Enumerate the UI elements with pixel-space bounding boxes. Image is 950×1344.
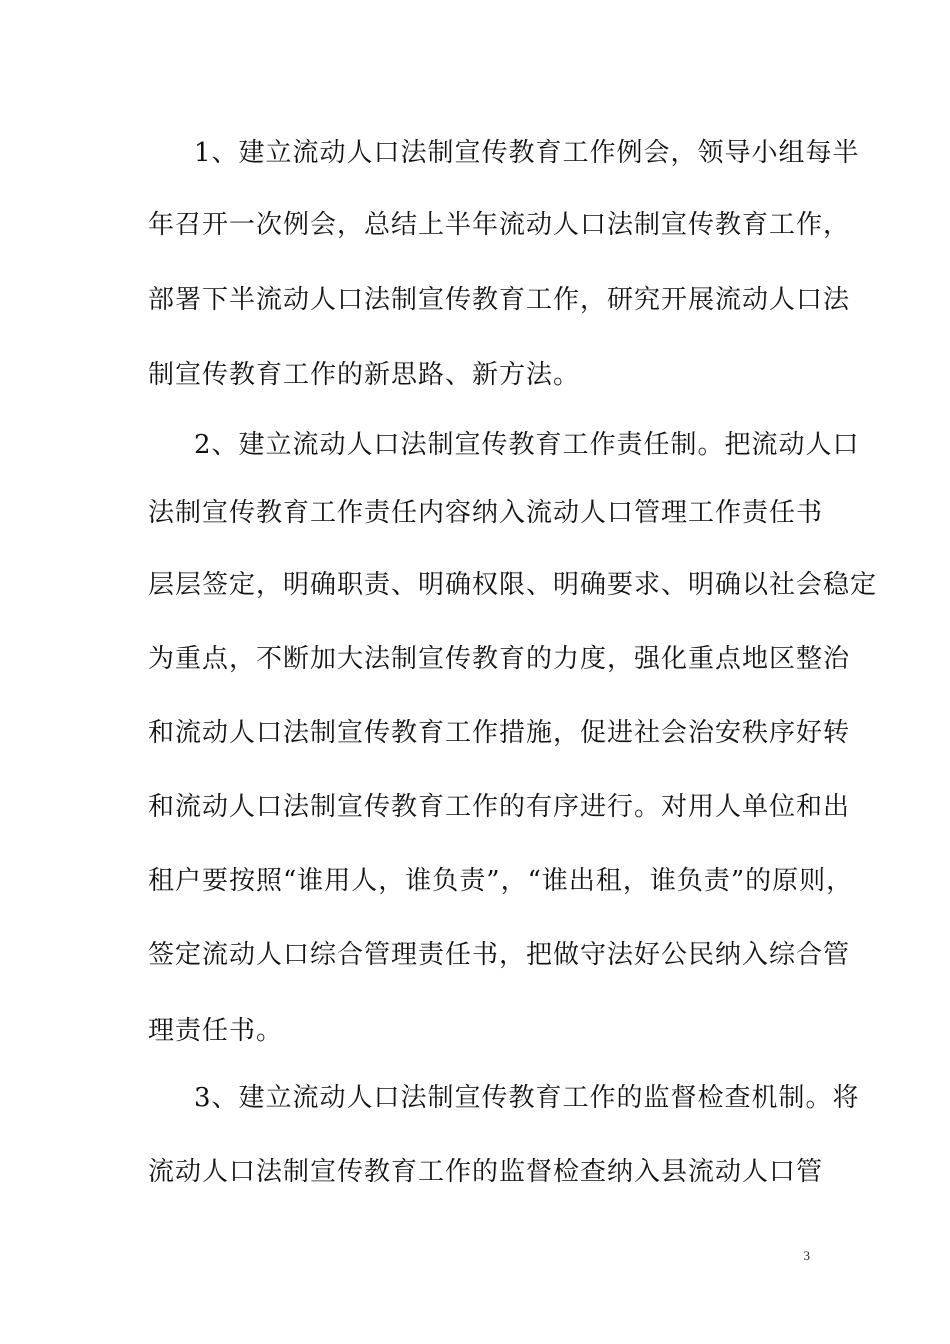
paragraph-1-line-2: 年召开一次例会，总结上半年流动人口法制宣传教育工作， — [148, 210, 851, 240]
paragraph-2-line-9: 理责任书。 — [148, 1016, 284, 1046]
paragraph-1-line-1: 1、建立流动人口法制宣传教育工作例会，领导小组每半 — [194, 138, 860, 168]
paragraph-2-line-5: 和流动人口法制宣传教育工作措施，促进社会治安秩序好转 — [148, 718, 851, 748]
paragraph-2-line-2: 法制宣传教育工作责任内容纳入流动人口管理工作责任书 — [148, 498, 824, 528]
paragraph-1-line-3: 部署下半流动人口法制宣传教育工作，研究开展流动人口法 — [148, 285, 851, 315]
paragraph-1-line-4: 制宣传教育工作的新思路、新方法。 — [148, 360, 581, 390]
paragraph-2-line-4: 为重点，不断加大法制宣传教育的力度，强化重点地区整治 — [148, 644, 851, 674]
page-number: 3 — [803, 1248, 810, 1263]
paragraph-2-line-6: 和流动人口法制宣传教育工作的有序进行。对用人单位和出 — [148, 792, 851, 822]
paragraph-2-line-1: 2、建立流动人口法制宣传教育工作责任制。把流动人口 — [194, 430, 860, 460]
paragraph-2-line-8: 签定流动人口综合管理责任书，把做守法好公民纳入综合管 — [148, 940, 851, 970]
paragraph-2-line-3: 层层签定，明确职责、明确权限、明确要求、明确以社会稳定 — [148, 570, 878, 600]
paragraph-3-line-2: 流动人口法制宣传教育工作的监督检查纳入县流动人口管 — [148, 1157, 824, 1187]
paragraph-3-line-1: 3、建立流动人口法制宣传教育工作的监督检查机制。将 — [194, 1083, 860, 1113]
paragraph-2-line-7: 租户要按照“谁用人，谁负责”，“谁出租，谁负责”的原则， — [148, 866, 854, 896]
